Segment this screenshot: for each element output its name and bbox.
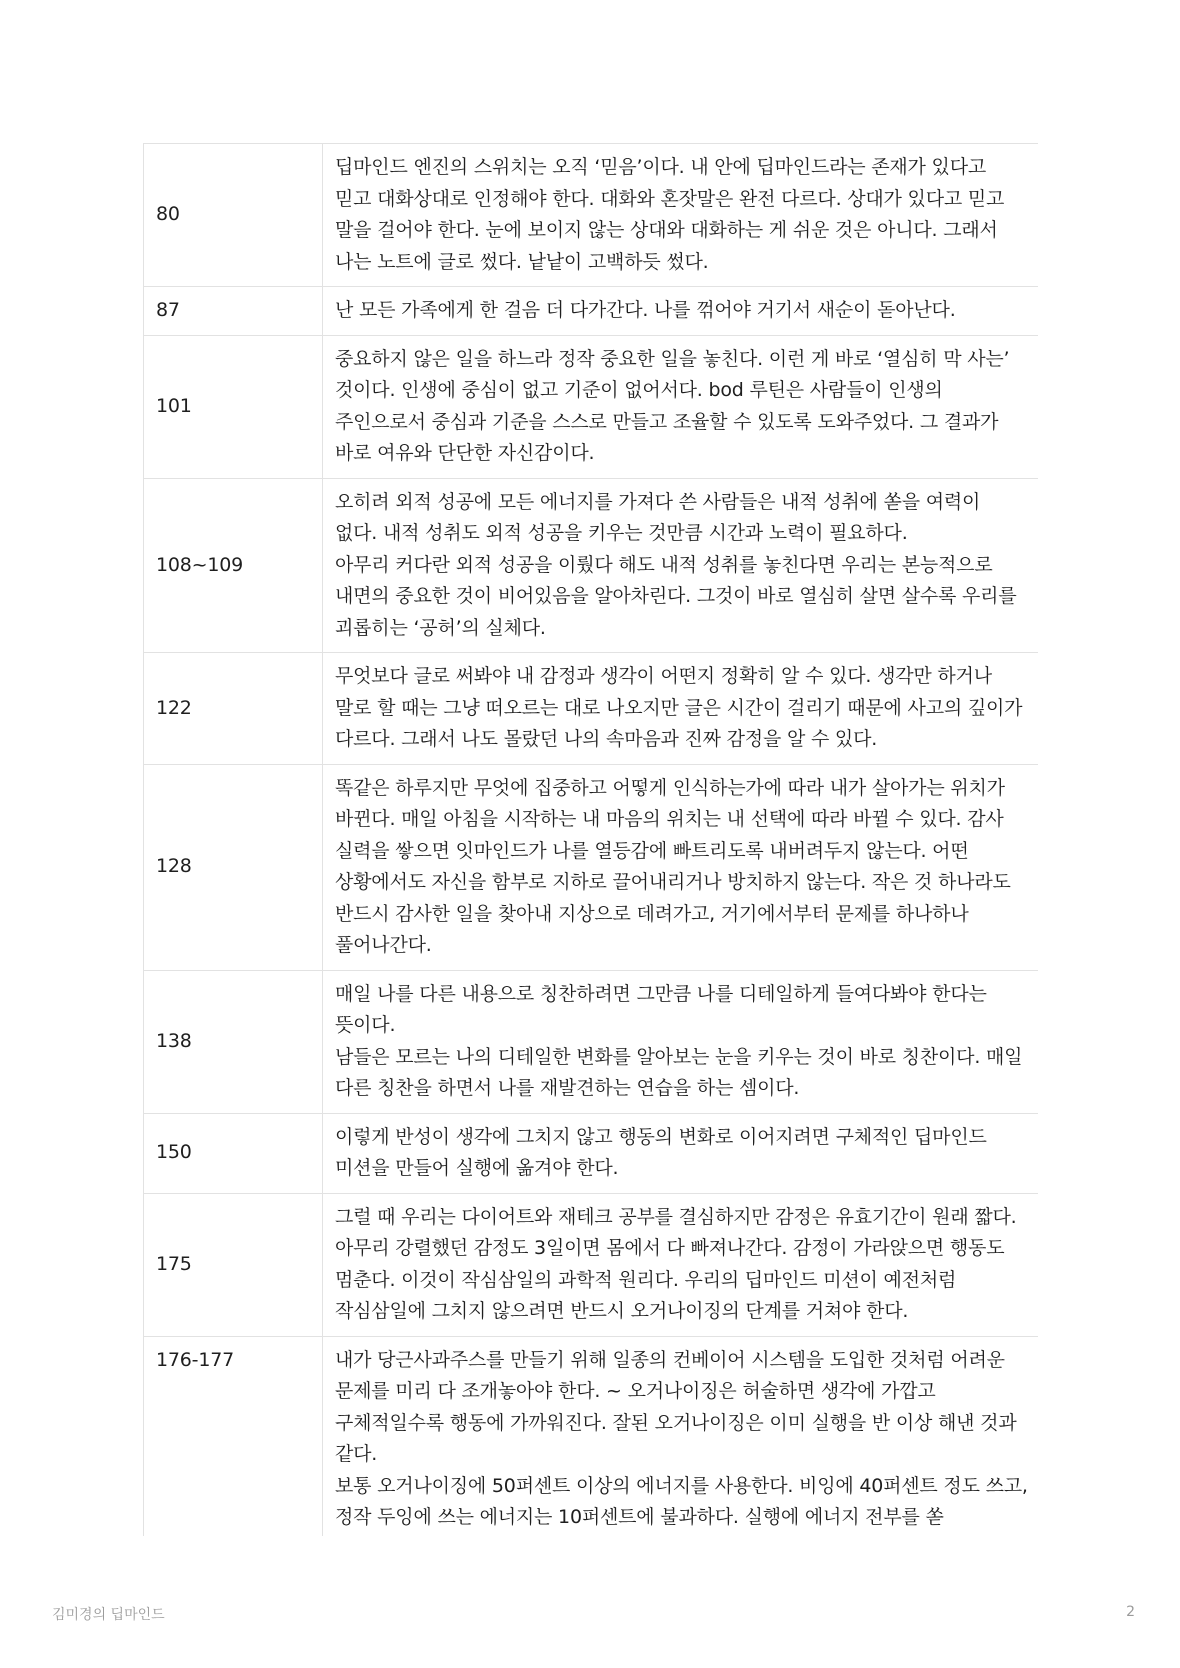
table-row [144,1113,1039,1193]
table-row [144,144,1039,287]
page-number-cell: 175 [144,1193,323,1336]
table-row [144,970,1039,1113]
quote-paragraph: 이렇게 반성이 생각에 그치지 않고 행동의 변화로 이어지려면 구체적인 딥마인드 미션을 만들어 실행에 옮겨야 한다. [335,1125,987,1179]
quote-text-cell [323,287,1039,336]
quote-table-container [143,143,1038,1536]
quote-paragraph: 내가 당근사과주스를 만들기 위해 일종의 컨베이어 시스템을 도입한 것처럼 어려운 문제를 미리 다 조개놓아야 한다. ~ 오거나이징은 허술하면 생각에 가깝고 구체적일수록 행동에 가까워진다. 잘된 오거나이징은 이미 실행을 반 이상 해낸 것과 같다. [335,1348,1017,1465]
page-number-cell: 128 [144,764,323,970]
page-number-cell: 101 [144,335,323,478]
table-row [144,653,1039,765]
quote-paragraph: 딥마인드 엔진의 스위치는 오직 ‘믿음’이다. 내 안에 딥마인드라는 존재가 있다고 믿고 대화상대로 인정해야 한다. 대화와 혼잣말은 완전 다르다. 상대가 있다고 믿고 말을 걸어야 한다. 눈에 보이지 않는 상대와 대화하는 게 쉬운 것은 아니다. 그래서 나는 노트에 글로 썼다. 낱낱이 고백하듯 썼다. [335,156,1005,273]
table-row [144,335,1039,478]
table-row [144,287,1039,336]
table-row [144,764,1039,970]
table-row [144,478,1039,653]
page-number-cell: 87 [144,287,323,336]
quote-paragraph: 그럴 때 우리는 다이어트와 재테크 공부를 결심하지만 감정은 유효기간이 원래 짧다. 아무리 강렬했던 감정도 3일이면 몸에서 다 빠져나간다. 감정이 가라앉으면 행동도 멈춘다. 이것이 작심삼일의 과학적 원리다. 우리의 딥마인드 미션이 예전처럼 작심삼일에 그치지 않으려면 반드시 오거나이징의 단계를 거쳐야 한다. [335,1205,1017,1322]
quote-table-body [144,144,1039,1537]
quote-paragraph: 매일 나를 다른 내용으로 칭찬하려면 그만큼 나를 디테일하게 들여다봐야 한다는 뜻이다. [335,982,987,1036]
quote-text-cell [323,1336,1039,1536]
quote-paragraph: 똑같은 하루지만 무엇에 집중하고 어떻게 인식하는가에 따라 내가 살아가는 위치가 바뀐다. 매일 아침을 시작하는 내 마음의 위치는 내 선택에 따라 바뀔 수 있다. 감사 실력을 쌓으면 잇마인드가 나를 열등감에 빠트리도록 내버려두지 않는다. 어떤 상황에서도 자신을 함부로 지하로 끌어내리거나 방치하지 않는다. 작은 것 하나라도 반드시 감사한 일을 찾아내 지상으로 데려가고, 거기에서부터 문제를 하나하나 풀어나간다. [335,776,1011,956]
footer-page-number: 2 [1126,1604,1135,1620]
page-number-cell: 80 [144,144,323,287]
table-row [144,1336,1039,1536]
page-number-cell: 122 [144,653,323,765]
quote-text-cell [323,478,1039,653]
quote-text-cell [323,144,1039,287]
quote-text-cell [323,653,1039,765]
quote-paragraph: 남들은 모르는 나의 디테일한 변화를 알아보는 눈을 키우는 것이 바로 칭찬이다. 매일 다른 칭찬을 하면서 나를 재발견하는 연습을 하는 셈이다. [335,1045,1023,1099]
quote-text-cell [323,764,1039,970]
page-number-cell: 138 [144,970,323,1113]
page-number-cell: 176-177 [144,1336,323,1536]
quote-paragraph: 아무리 커다란 외적 성공을 이뤘다 해도 내적 성취를 놓친다면 우리는 본능적으로 내면의 중요한 것이 비어있음을 알아차린다. 그것이 바로 열심히 살면 살수록 우리를 괴롭히는 ‘공허’의 실체다. [335,553,1017,639]
page-number-cell: 150 [144,1113,323,1193]
quote-text-cell [323,1193,1039,1336]
footer-document-title: 김미경의 딥마인드 [52,1607,165,1623]
quote-paragraph: 보통 오거나이징에 50퍼센트 이상의 에너지를 사용한다. 비잉에 40퍼센트 정도 쓰고, 정작 두잉에 쓰는 에너지는 10퍼센트에 불과하다. 실행에 에너지 전부를 쏟 [335,1474,1028,1528]
quote-paragraph: 무엇보다 글로 써봐야 내 감정과 생각이 어떤지 정확히 알 수 있다. 생각만 하거나 말로 할 때는 그냥 떠오르는 대로 나오지만 글은 시간이 걸리기 때문에 사고의 깊이가 다르다. 그래서 나도 몰랐던 나의 속마음과 진짜 감정을 알 수 있다. [335,665,1023,750]
quote-text-cell [323,970,1039,1113]
quote-paragraph: 난 모든 가족에게 한 걸음 더 다가간다. 나를 꺾어야 거기서 새순이 돋아난다. [335,299,956,321]
table-row [144,1193,1039,1336]
quote-paragraph: 오히려 외적 성공에 모든 에너지를 가져다 쓴 사람들은 내적 성취에 쏟을 여력이 없다. 내적 성취도 외적 성공을 키우는 것만큼 시간과 노력이 필요하다. [335,490,981,544]
quote-text-cell [323,1113,1039,1193]
quote-text-cell [323,335,1039,478]
quote-table [143,143,1038,1536]
page-number-cell: 108~109 [144,478,323,653]
quote-paragraph: 중요하지 않은 일을 하느라 정작 중요한 일을 놓친다. 이런 게 바로 ‘열심히 막 사는’ 것이다. 인생에 중심이 없고 기준이 없어서다. bod 루틴은 사람들이 인생의 주인으로서 중심과 기준을 스스로 만들고 조율할 수 있도록 도와주었다. 그 결과가 바로 여유와 단단한 자신감이다. [335,347,1010,464]
